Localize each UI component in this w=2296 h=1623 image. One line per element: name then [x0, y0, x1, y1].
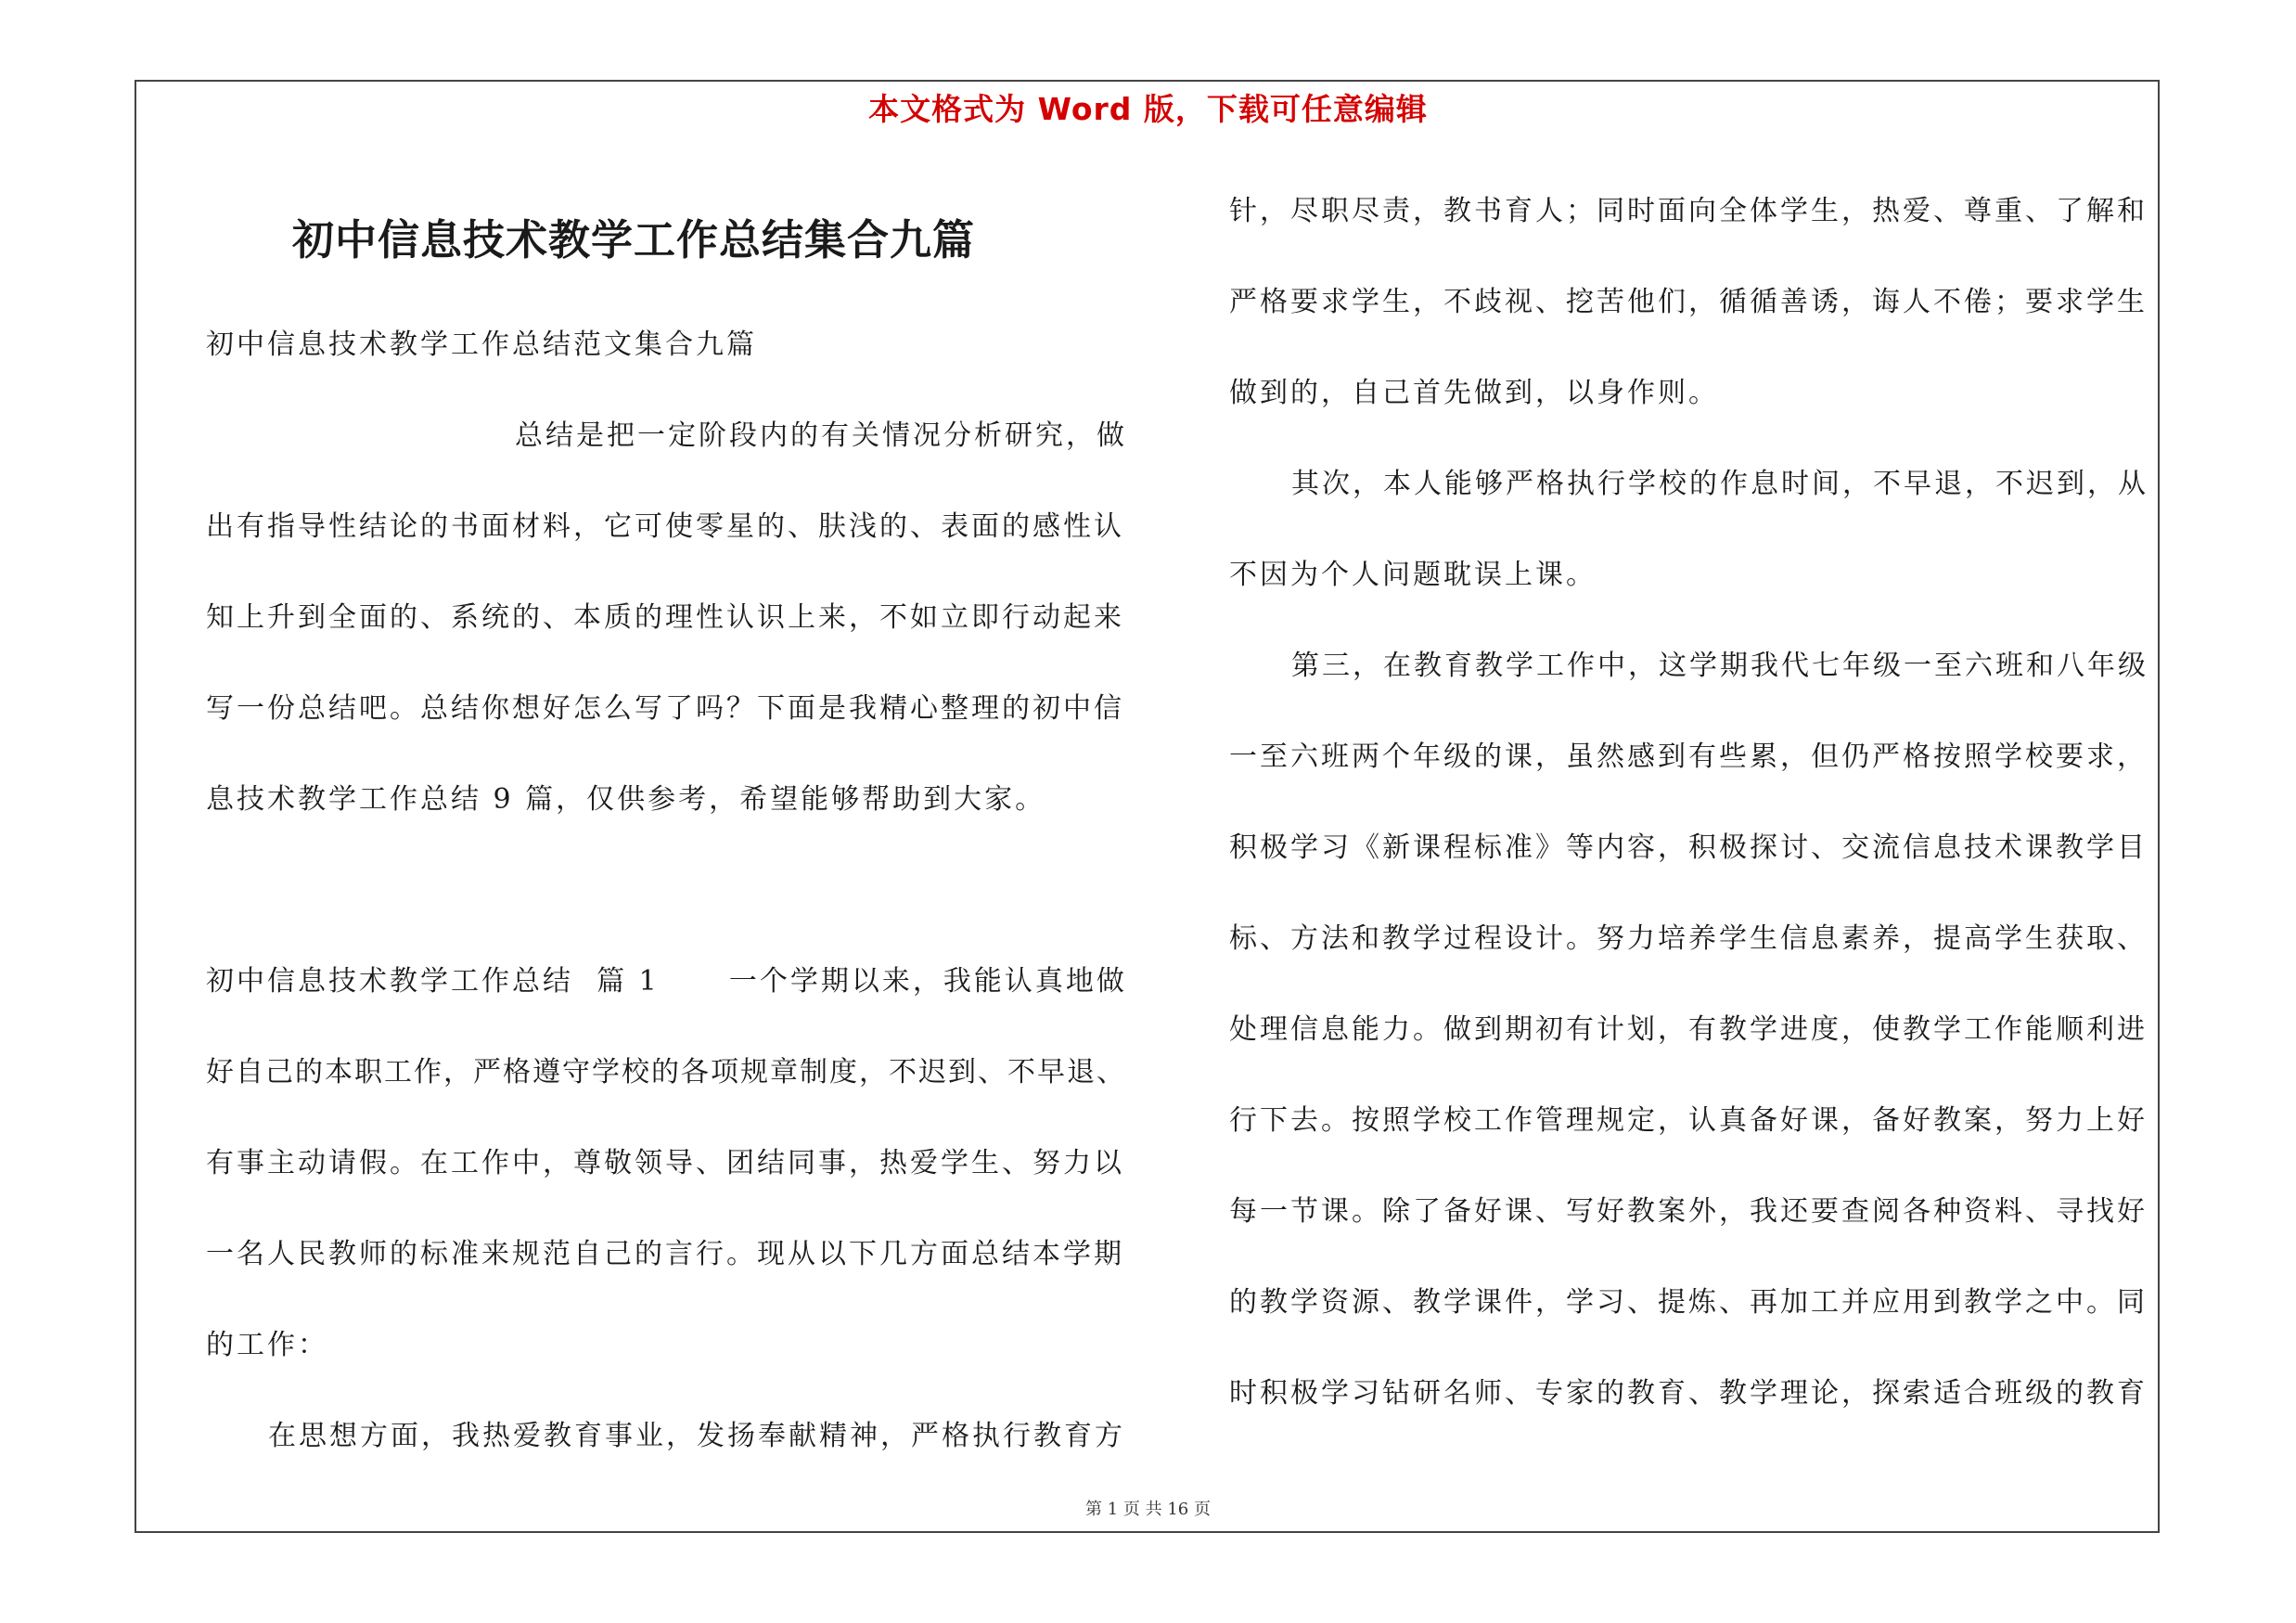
paragraph-line: 积极学习《新课程标准》等内容，积极探讨、交流信息技术课教学目 — [1229, 831, 2148, 864]
section-heading-line: 初中信息技术教学工作总结 篇 1 一个学期以来，我能认真地做 — [206, 965, 1127, 998]
paragraph-line: 息技术教学工作总结 9 篇，仅供参考，希望能够帮助到大家。 — [206, 783, 1046, 816]
paragraph-line: 在思想方面，我热爱教育事业，发扬奉献精神，严格执行教育方 — [268, 1420, 1125, 1452]
document-title: 初中信息技术教学工作总结集合九篇 — [292, 215, 976, 264]
paragraph-line: 针，尽职尽责，教书育人；同时面向全体学生，热爱、尊重、了解和 — [1229, 195, 2148, 227]
paragraph-line: 的工作： — [206, 1329, 328, 1361]
paragraph-line: 第三，在教育教学工作中，这学期我代七年级一至六班和八年级 — [1291, 650, 2148, 682]
paragraph-line: 总结是把一定阶段内的有关情况分析研究，做 — [515, 419, 1127, 452]
format-banner: 本文格式为 Word 版，下载可任意编辑 — [868, 91, 1428, 127]
paragraph-line: 其次，本人能够严格执行学校的作息时间，不早退，不迟到，从 — [1291, 468, 2148, 500]
paragraph-line: 有事主动请假。在工作中，尊敬领导、团结同事，热爱学生、努力以 — [206, 1147, 1124, 1179]
paragraph-line: 写一份总结吧。总结你想好怎么写了吗？下面是我精心整理的初中信 — [206, 692, 1124, 725]
paragraph-line: 标、方法和教学过程设计。努力培养学生信息素养，提高学生获取、 — [1229, 922, 2148, 955]
paragraph-line: 不因为个人问题耽误上课。 — [1229, 559, 1597, 591]
page-number-footer: 第 1 页 共 16 页 — [1085, 1500, 1211, 1519]
subtitle-line: 初中信息技术教学工作总结范文集合九篇 — [206, 328, 757, 361]
paragraph-line: 出有指导性结论的书面材料，它可使零星的、肤浅的、表面的感性认 — [206, 510, 1124, 543]
paragraph-line: 每一节课。除了备好课、写好教案外，我还要查阅各种资料、寻找好 — [1229, 1195, 2148, 1228]
paragraph-line: 时积极学习钻研名师、专家的教育、教学理论，探索适合班级的教育 — [1229, 1377, 2148, 1410]
paragraph-line: 好自己的本职工作，严格遵守学校的各项规章制度，不迟到、不早退、 — [206, 1056, 1126, 1088]
paragraph-line: 行下去。按照学校工作管理规定，认真备好课，备好教案，努力上好 — [1229, 1104, 2148, 1137]
paragraph-line: 一至六班两个年级的课，虽然感到有些累，但仍严格按照学校要求， — [1229, 741, 2148, 773]
paragraph-line: 的教学资源、教学课件，学习、提炼、再加工并应用到教学之中。同 — [1229, 1286, 2148, 1319]
paragraph-line: 一名人民教师的标准来规范自己的言行。现从以下几方面总结本学期 — [206, 1238, 1124, 1270]
paragraph-line: 知上升到全面的、系统的、本质的理性认识上来，不如立即行动起来 — [206, 601, 1124, 634]
paragraph-line: 做到的，自己首先做到，以身作则。 — [1229, 377, 1719, 409]
paragraph-line: 处理信息能力。做到期初有计划，有教学进度，使教学工作能顺利进 — [1229, 1013, 2148, 1046]
paragraph-line: 严格要求学生，不歧视、挖苦他们，循循善诱，诲人不倦；要求学生 — [1229, 286, 2148, 318]
